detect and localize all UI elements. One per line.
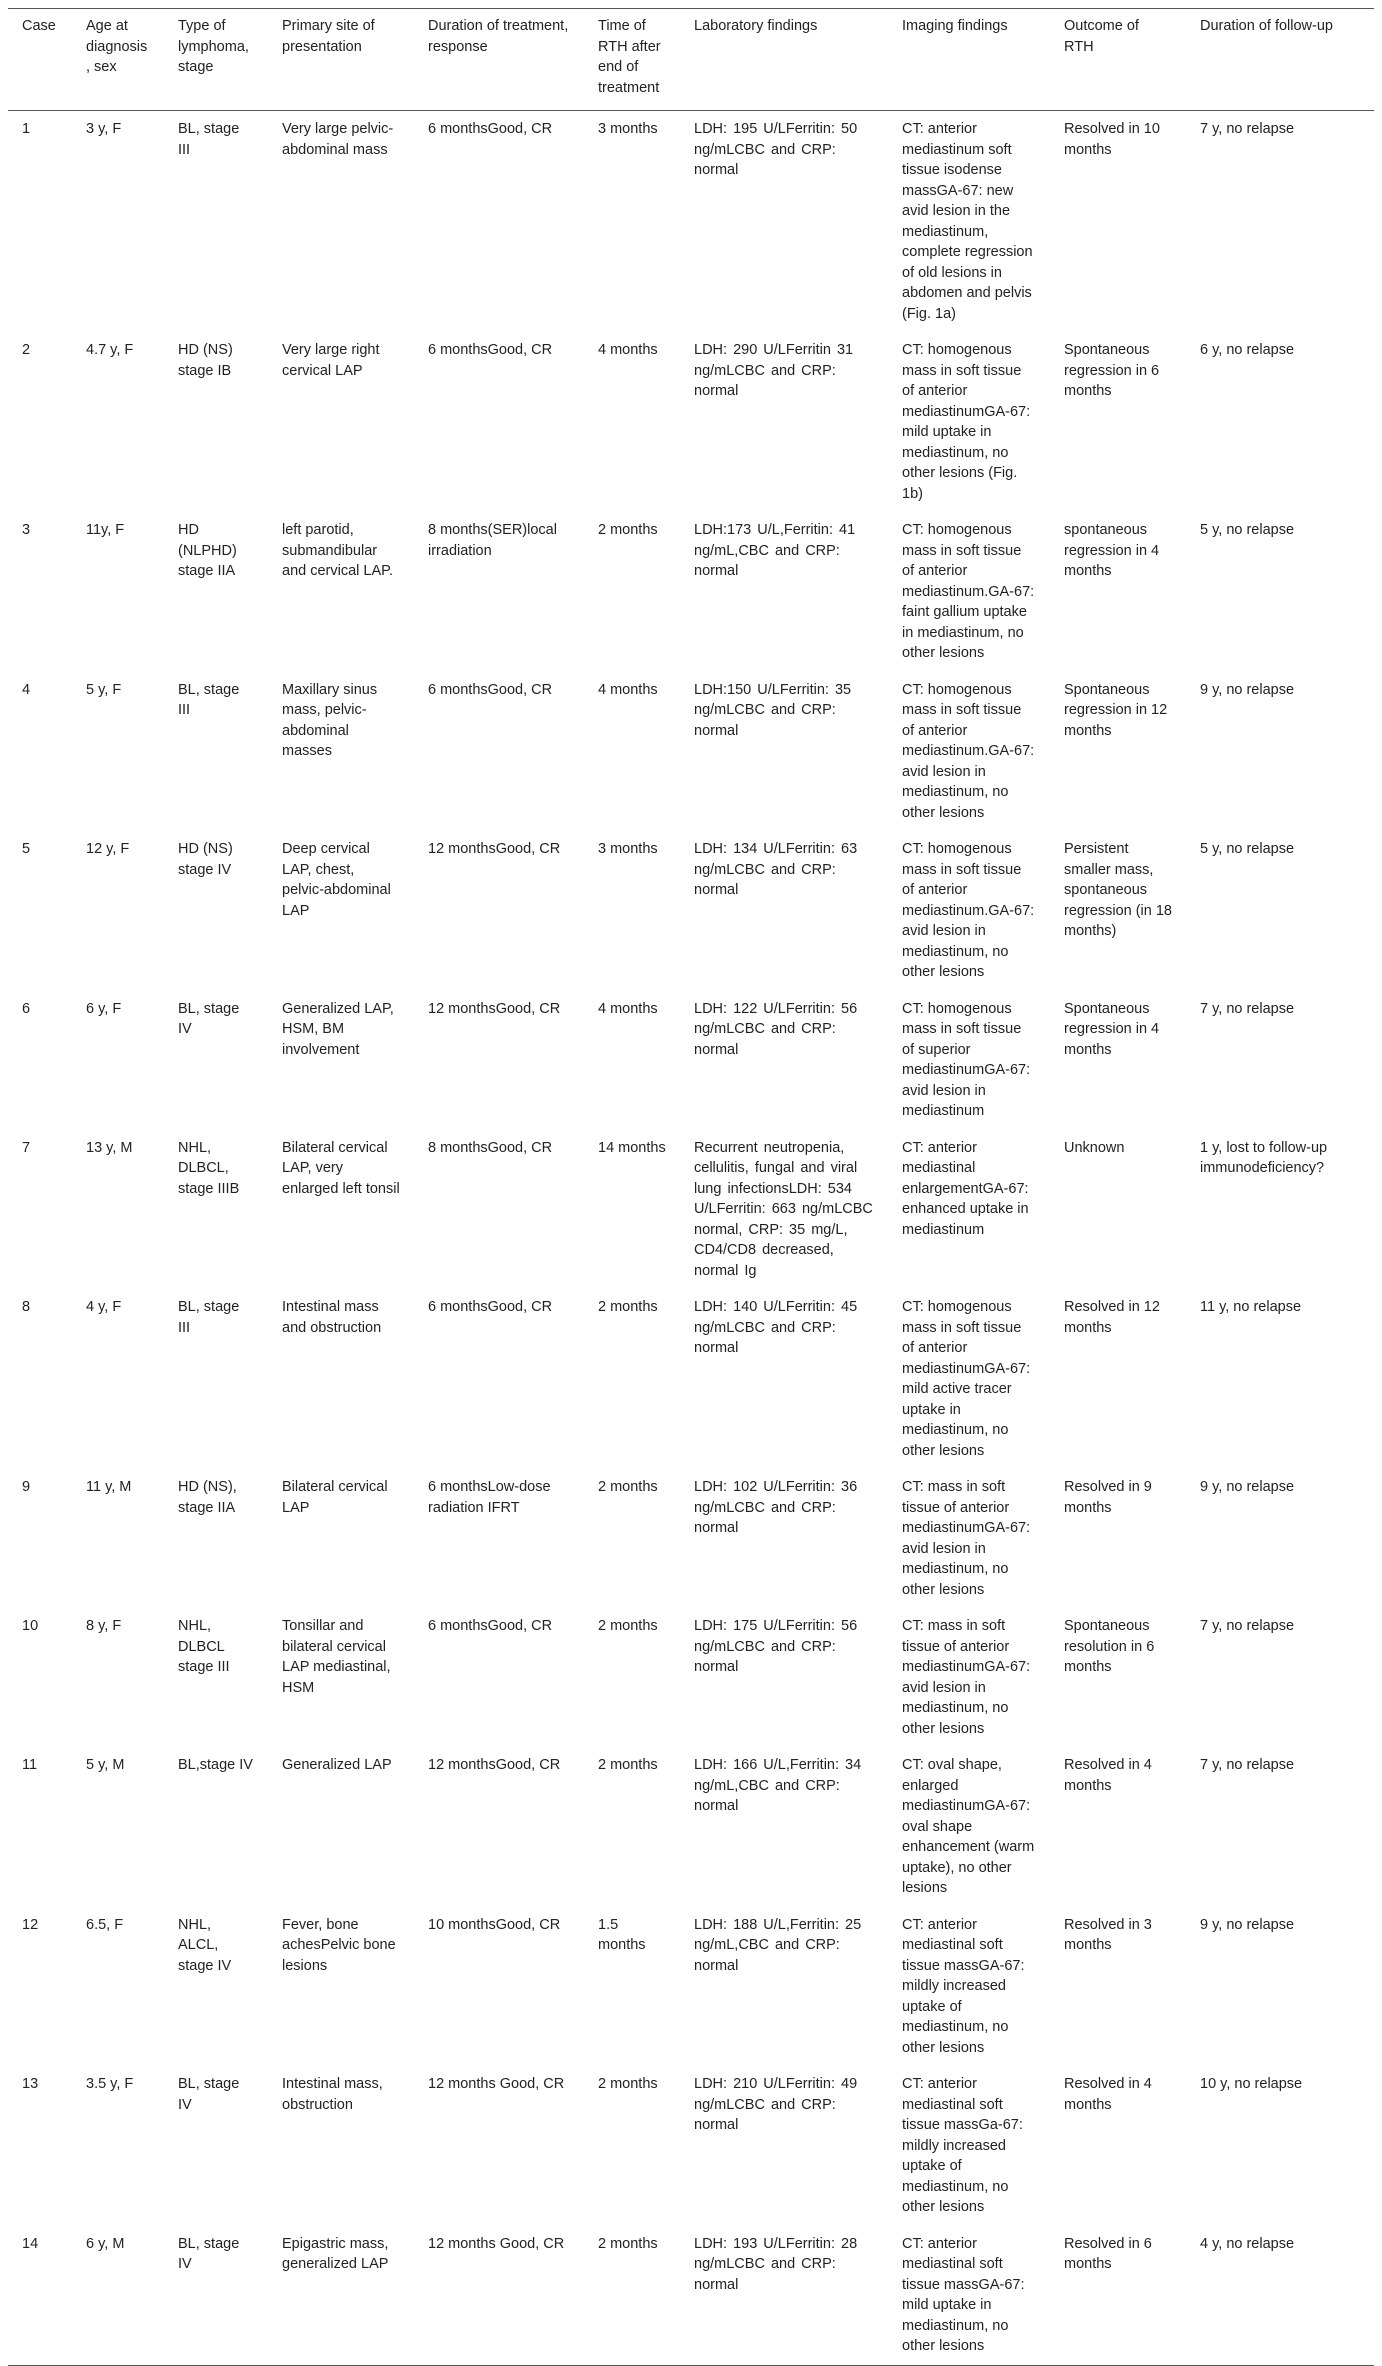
case-number-cell: 10 [22, 1618, 39, 1634]
follow-up-cell: 7 y, no relapse [1200, 1757, 1295, 1773]
header-row [8, 9, 1374, 111]
rth-time-cell: 3 months [598, 841, 658, 857]
treatment-cell: 6 monthsGood, CR [428, 681, 553, 698]
lab-findings-cell: LDH: 193 U/LFerritin: 28 ng/mLCBC and CRP: normal [694, 2235, 858, 2293]
follow-up-cell: 7 y, no relapse [1200, 1618, 1295, 1634]
lab-findings-cell: LDH: 290 U/LFerritin 31 ng/mLCBC and CRP: normal [694, 342, 854, 399]
imaging-findings-cell: CT: anterior mediastinum soft tissue isodense massGA-67: new avid lesion in the mediastinum, complete regression of old lesions in abdomen and pelvis (Fig. 1a) [902, 121, 1033, 322]
primary-site-cell: Epigastric mass, generalized LAP [282, 2235, 389, 2272]
outcome-cell: Spontaneous regression in 4 months [1064, 1000, 1160, 1058]
lymphoma-type-cell: BL, stage IV [178, 2076, 240, 2113]
case-number-cell: 3 [22, 522, 31, 538]
rth-time-cell: 4 months [598, 681, 658, 698]
table-row [8, 1747, 1374, 1907]
rth-time-cell: 2 months [598, 1479, 658, 1495]
imaging-findings-cell: CT: homogenous mass in soft tissue of anterior mediastinum.GA-67: avid lesion in mediastinum, no other lesions [902, 681, 1035, 821]
case-number-cell: 7 [22, 1139, 31, 1156]
primary-site-cell: Intestinal mass, obstruction [282, 2076, 383, 2113]
case-number-cell: 2 [22, 342, 31, 358]
lab-findings-cell: LDH: 195 U/LFerritin: 50 ng/mLCBC and CRP: normal [694, 121, 858, 178]
lymphoma-type-cell: HD (NS) stage IB [178, 342, 233, 379]
follow-up-cell: 5 y, no relapse [1200, 841, 1295, 857]
treatment-cell: 6 monthsGood, CR [428, 1618, 553, 1634]
outcome-cell: spontaneous regression in 4 months [1064, 522, 1160, 579]
primary-site-cell: Very large pelvic-abdominal mass [282, 121, 394, 158]
outcome-cell: Resolved in 4 months [1064, 2076, 1152, 2113]
case-number-cell: 11 [22, 1757, 38, 1773]
outcome-cell: Resolved in 4 months [1064, 1757, 1152, 1794]
rth-time-cell: 4 months [598, 342, 658, 358]
age-sex-cell: 13 y, M [86, 1139, 133, 1156]
header-follow-up: Duration of follow-up [1200, 18, 1333, 34]
lab-findings-cell: LDH:150 U/LFerritin: 35 ng/mLCBC and CRP: normal [694, 681, 852, 739]
lab-findings-cell: Recurrent neutropenia, cellulitis, fungal and viral lung infectionsLDH: 534 U/LFerritin: 663 ng/mLCBC normal, CRP: 35 mg/L, CD4/CD8 decreased, normal Ig [694, 1139, 873, 1279]
follow-up-cell: 11 y, no relapse [1200, 1299, 1302, 1315]
rth-cases-table [8, 8, 1374, 2366]
lymphoma-type-cell: BL, stage IV [178, 2235, 240, 2272]
age-sex-cell: 5 y, M [86, 1757, 125, 1773]
rth-time-cell: 2 months [598, 522, 658, 538]
imaging-findings-cell: CT: mass in soft tissue of anterior mediastinumGA-67: avid lesion in mediastinum, no other lesions [902, 1618, 1031, 1737]
case-number-cell: 13 [22, 2076, 39, 2092]
treatment-cell: 6 monthsGood, CR [428, 121, 553, 137]
table-row [8, 991, 1374, 1130]
treatment-cell: 12 months Good, CR [428, 2076, 565, 2092]
age-sex-cell: 4 y, F [86, 1299, 122, 1315]
primary-site-cell: Deep cervical LAP, chest, pelvic-abdominal LAP [282, 841, 391, 919]
imaging-findings-cell: CT: mass in soft tissue of anterior mediastinumGA-67: avid lesion in mediastinum, no other lesions [902, 1479, 1031, 1598]
lab-findings-cell: LDH: 188 U/L,Ferritin: 25 ng/mL,CBC and CRP: normal [694, 1916, 862, 1974]
primary-site-cell: Very large right cervical LAP [282, 342, 380, 379]
table-row [8, 1608, 1374, 1747]
age-sex-cell: 12 y, F [86, 841, 130, 857]
lymphoma-type-cell: NHL, ALCL, stage IV [178, 1916, 232, 1974]
header-age-sex: Age at diagnosis, sex [86, 18, 148, 75]
header-lab-findings: Laboratory findings [694, 18, 818, 34]
treatment-cell: 6 monthsLow-dose radiation IFRT [428, 1479, 551, 1516]
outcome-cell: Resolved in 9 months [1064, 1479, 1152, 1516]
follow-up-cell: 9 y, no relapse [1200, 1479, 1295, 1495]
treatment-cell: 8 monthsGood, CR [428, 1139, 553, 1156]
lab-findings-cell: LDH:173 U/L,Ferritin: 41 ng/mL,CBC and CRP: normal [694, 522, 856, 579]
outcome-cell: Resolved in 3 months [1064, 1916, 1152, 1953]
header-outcome: Outcome of RTH [1064, 18, 1139, 55]
follow-up-cell: 7 y, no relapse [1200, 1000, 1295, 1017]
follow-up-cell: 4 y, no relapse [1200, 2235, 1295, 2252]
outcome-cell: Spontaneous regression in 12 months [1064, 681, 1168, 739]
age-sex-cell: 11 y, M [86, 1479, 132, 1495]
outcome-cell: Persistent smaller mass, spontaneous regression (in 18 months) [1064, 841, 1172, 939]
lymphoma-type-cell: BL, stage III [178, 121, 240, 158]
table-container [8, 8, 1374, 2366]
age-sex-cell: 6.5, F [86, 1916, 124, 1933]
age-sex-cell: 5 y, F [86, 681, 122, 698]
imaging-findings-cell: CT: homogenous mass in soft tissue of anterior mediastinumGA-67: mild uptake in mediastinum, no other lesions (Fig. 1b) [902, 342, 1031, 502]
case-number-cell: 8 [22, 1299, 31, 1315]
treatment-cell: 10 monthsGood, CR [428, 1916, 561, 1933]
follow-up-cell: 9 y, no relapse [1200, 681, 1295, 698]
table-row [8, 111, 1374, 333]
case-number-cell: 9 [22, 1479, 31, 1495]
case-number-cell: 1 [22, 121, 31, 137]
lymphoma-type-cell: BL, stage III [178, 681, 240, 718]
rth-time-cell: 2 months [598, 2235, 658, 2252]
treatment-cell: 6 monthsGood, CR [428, 342, 553, 358]
imaging-findings-cell: CT: anterior mediastinal soft tissue massGa-67: mildly increased uptake of mediastinum, no other lesions [902, 2076, 1023, 2215]
outcome-cell: Spontaneous regression in 6 months [1064, 342, 1160, 399]
case-number-cell: 6 [22, 1000, 31, 1017]
age-sex-cell: 11y, F [86, 522, 125, 538]
header-imaging-findings: Imaging findings [902, 18, 1008, 34]
age-sex-cell: 3 y, F [86, 121, 122, 137]
lymphoma-type-cell: NHL, DLBCL, stage IIIB [178, 1139, 240, 1197]
primary-site-cell: Generalized LAP, HSM, BM involvement [282, 1000, 394, 1058]
treatment-cell: 6 monthsGood, CR [428, 1299, 553, 1315]
rth-time-cell: 2 months [598, 2076, 658, 2092]
table-row [8, 512, 1374, 672]
follow-up-cell: 6 y, no relapse [1200, 342, 1295, 358]
rth-time-cell: 14 months [598, 1139, 666, 1156]
lab-findings-cell: LDH: 140 U/LFerritin: 45 ng/mLCBC and CRP: normal [694, 1299, 858, 1356]
age-sex-cell: 6 y, M [86, 2235, 125, 2252]
table-header [8, 9, 1374, 111]
rth-time-cell: 2 months [598, 1618, 658, 1634]
lab-findings-cell: LDH: 102 U/LFerritin: 36 ng/mLCBC and CRP: normal [694, 1479, 858, 1536]
header-treatment: Duration of treatment, response [428, 18, 569, 55]
imaging-findings-cell: CT: oval shape, enlarged mediastinumGA-67: oval shape enhancement (warm uptake), no other lesions [902, 1757, 1035, 1896]
treatment-cell: 12 monthsGood, CR [428, 841, 561, 857]
follow-up-cell: 9 y, no relapse [1200, 1916, 1295, 1933]
lab-findings-cell: LDH: 210 U/LFerritin: 49 ng/mLCBC and CRP: normal [694, 2076, 858, 2133]
table-row [8, 831, 1374, 991]
imaging-findings-cell: CT: anterior mediastinal soft tissue massGA-67: mild uptake in mediastinum, no other lesions [902, 2235, 1025, 2354]
primary-site-cell: Intestinal mass and obstruction [282, 1299, 382, 1336]
age-sex-cell: 3.5 y, F [86, 2076, 134, 2092]
treatment-cell: 12 monthsGood, CR [428, 1757, 561, 1773]
table-row [8, 1130, 1374, 1290]
header-lymphoma-type: Type of lymphoma, stage [178, 18, 249, 75]
table-row [8, 2226, 1374, 2366]
case-number-cell: 4 [22, 681, 31, 698]
lymphoma-type-cell: HD (NLPHD) stage IIA [178, 522, 237, 579]
lymphoma-type-cell: HD (NS) stage IV [178, 841, 233, 878]
primary-site-cell: Tonsillar and bilateral cervical LAP mediastinal, HSM [282, 1618, 391, 1696]
table-body [8, 111, 1374, 2366]
lab-findings-cell: LDH: 134 U/LFerritin: 63 ng/mLCBC and CRP: normal [694, 841, 858, 898]
table-row [8, 672, 1374, 832]
primary-site-cell: Bilateral cervical LAP [282, 1479, 388, 1516]
header-case: Case [22, 18, 56, 34]
follow-up-cell: 10 y, no relapse [1200, 2076, 1303, 2092]
case-number-cell: 14 [22, 2235, 39, 2252]
follow-up-cell: 1 y, lost to follow-up immunodeficiency? [1200, 1139, 1328, 1176]
table-row [8, 1469, 1374, 1608]
primary-site-cell: left parotid, submandibular and cervical LAP. [282, 522, 393, 579]
rth-time-cell: 2 months [598, 1757, 658, 1773]
age-sex-cell: 8 y, F [86, 1618, 122, 1634]
lymphoma-type-cell: HD (NS), stage IIA [178, 1479, 237, 1516]
treatment-cell: 12 monthsGood, CR [428, 1000, 561, 1017]
outcome-cell: Unknown [1064, 1139, 1125, 1156]
primary-site-cell: Bilateral cervical LAP, very enlarged left tonsil [282, 1139, 400, 1197]
primary-site-cell: Maxillary sinus mass, pelvic-abdominal masses [282, 681, 378, 759]
lymphoma-type-cell: BL,stage IV [178, 1757, 253, 1773]
rth-time-cell: 1.5 months [598, 1916, 646, 1953]
outcome-cell: Resolved in 10 months [1064, 121, 1160, 158]
rth-time-cell: 2 months [598, 1299, 658, 1315]
primary-site-cell: Generalized LAP [282, 1757, 392, 1773]
imaging-findings-cell: CT: homogenous mass in soft tissue of anterior mediastinum.GA-67: faint gallium uptake in mediastinum, no other lesions [902, 522, 1035, 661]
follow-up-cell: 5 y, no relapse [1200, 522, 1295, 538]
follow-up-cell: 7 y, no relapse [1200, 121, 1295, 137]
header-primary-site: Primary site of presentation [282, 18, 375, 55]
lab-findings-cell: LDH: 175 U/LFerritin: 56 ng/mLCBC and CRP: normal [694, 1618, 858, 1675]
imaging-findings-cell: CT: anterior mediastinal soft tissue massGA-67: mildly increased uptake of mediastinum, no other lesions [902, 1916, 1025, 2056]
treatment-cell: 8 months(SER)local irradiation [428, 522, 557, 559]
case-number-cell: 12 [22, 1916, 39, 1933]
table-row [8, 332, 1374, 512]
lab-findings-cell: LDH: 122 U/LFerritin: 56 ng/mLCBC and CRP: normal [694, 1000, 858, 1058]
table-row [8, 1289, 1374, 1469]
lymphoma-type-cell: BL, stage III [178, 1299, 240, 1336]
outcome-cell: Spontaneous resolution in 6 months [1064, 1618, 1155, 1675]
imaging-findings-cell: CT: homogenous mass in soft tissue of anterior mediastinum.GA-67: avid lesion in mediastinum, no other lesions [902, 841, 1035, 980]
lymphoma-type-cell: BL, stage IV [178, 1000, 240, 1037]
imaging-findings-cell: CT: homogenous mass in soft tissue of superior mediastinumGA-67: avid lesion in mediastinum [902, 1000, 1031, 1119]
imaging-findings-cell: CT: homogenous mass in soft tissue of anterior mediastinumGA-67: mild active tracer uptake in mediastinum, no other lesions [902, 1299, 1031, 1459]
outcome-cell: Resolved in 6 months [1064, 2235, 1152, 2272]
age-sex-cell: 6 y, F [86, 1000, 122, 1017]
header-rth-time: Time of RTH after end of treatment [598, 18, 661, 96]
table-row [8, 2066, 1374, 2226]
outcome-cell: Resolved in 12 months [1064, 1299, 1160, 1336]
primary-site-cell: Fever, bone achesPelvic bone lesions [282, 1916, 396, 1974]
rth-time-cell: 4 months [598, 1000, 658, 1017]
treatment-cell: 12 months Good, CR [428, 2235, 565, 2252]
lymphoma-type-cell: NHL, DLBCL stage III [178, 1618, 230, 1675]
age-sex-cell: 4.7 y, F [86, 342, 134, 358]
imaging-findings-cell: CT: anterior mediastinal enlargementGA-67: enhanced uptake in mediastinum [902, 1139, 1029, 1238]
table-row [8, 1907, 1374, 2067]
case-number-cell: 5 [22, 841, 31, 857]
lab-findings-cell: LDH: 166 U/L,Ferritin: 34 ng/mL,CBC and CRP: normal [694, 1757, 862, 1814]
rth-time-cell: 3 months [598, 121, 658, 137]
